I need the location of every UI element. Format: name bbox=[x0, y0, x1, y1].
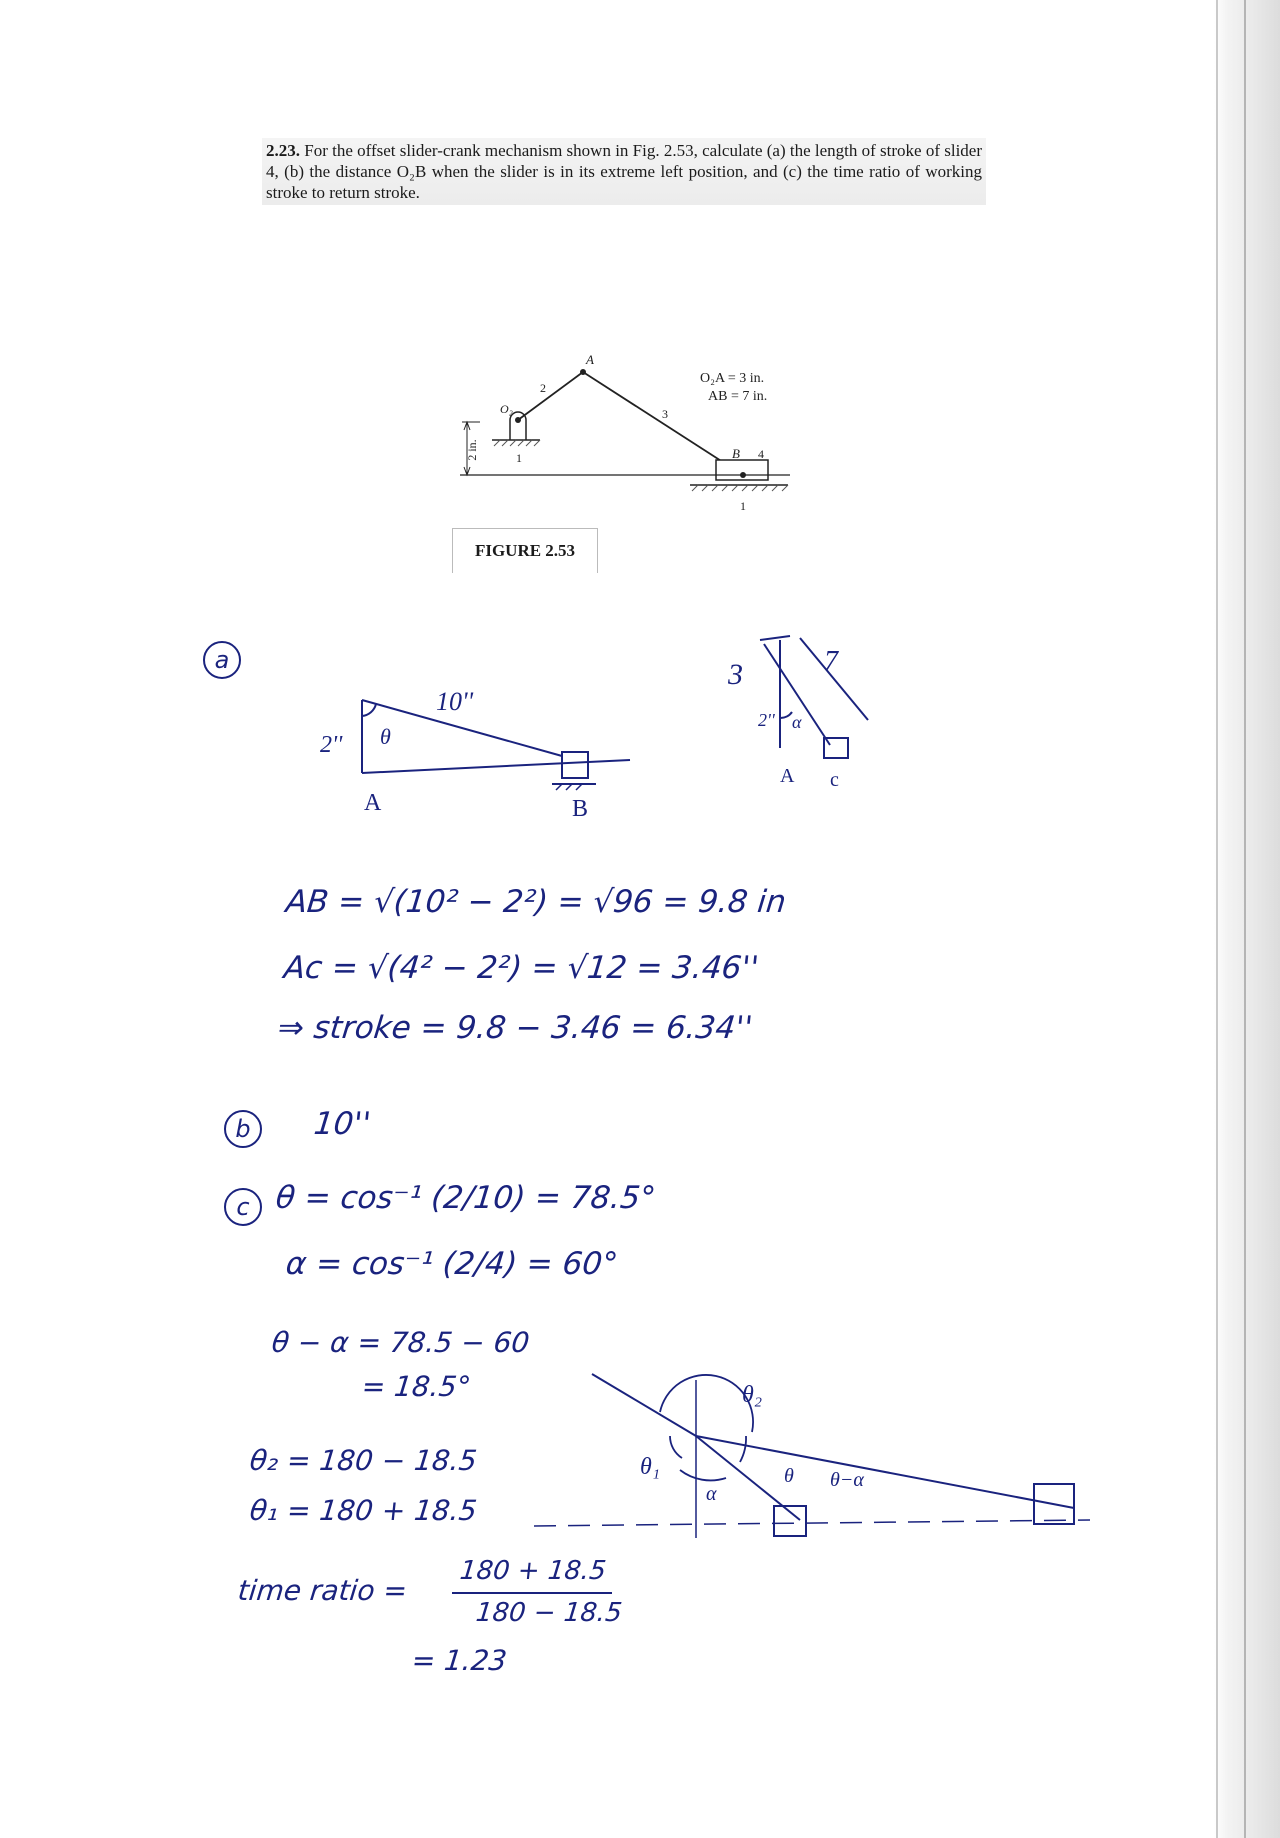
sketch-crank-angles bbox=[530, 1360, 1100, 1540]
sketch2-length-7: 7 bbox=[824, 646, 838, 677]
given-ab: AB = 7 in. bbox=[708, 389, 768, 404]
sketch1-theta: θ bbox=[380, 724, 391, 749]
sketch2-point-a: A bbox=[780, 765, 795, 787]
sketch3-alpha: α bbox=[706, 1483, 717, 1505]
paper-edge-line bbox=[1216, 0, 1218, 1838]
sketch3-theta: θ bbox=[784, 1465, 794, 1487]
equation-theta-minus-alpha: θ − α = 78.5 − 60 bbox=[270, 1326, 532, 1359]
part-c-marker: c bbox=[224, 1188, 262, 1226]
label-link-2: 2 bbox=[540, 381, 546, 395]
offset-label: 2 in. bbox=[465, 439, 479, 461]
equation-theta: θ = cos⁻¹ (2/10) = 78.5° bbox=[274, 1180, 658, 1216]
paper-edge bbox=[1214, 0, 1280, 1838]
label-link-4: 4 bbox=[758, 447, 764, 461]
equation-theta1: θ₁ = 180 + 18.5 bbox=[248, 1494, 479, 1527]
time-ratio-denominator: 180 − 18.5 bbox=[474, 1598, 624, 1628]
label-link-3: 3 bbox=[662, 407, 668, 421]
sketch3-diff: θ−α bbox=[830, 1469, 864, 1491]
label-a: A bbox=[586, 352, 594, 367]
sketch1-point-a: A bbox=[364, 790, 382, 816]
label-ground-1a: 1 bbox=[516, 451, 522, 465]
sketch2-point-c: c bbox=[830, 769, 839, 791]
sketch-offset-triangle bbox=[300, 680, 660, 820]
equation-alpha: α = cos⁻¹ (2/4) = 60° bbox=[284, 1246, 620, 1282]
paper-edge-line-2 bbox=[1244, 0, 1246, 1838]
sketch1-length: 10'' bbox=[436, 687, 474, 716]
figure-caption: FIGURE 2.53 bbox=[452, 528, 598, 573]
equation-theta2: θ₂ = 180 − 18.5 bbox=[248, 1444, 479, 1477]
equation-stroke: ⇒ stroke = 9.8 − 3.46 = 6.34'' bbox=[276, 1010, 755, 1046]
given-o2a: O₂A = 3 in. bbox=[700, 371, 765, 386]
problem-statement bbox=[262, 138, 986, 205]
equation-difference: = 18.5° bbox=[360, 1370, 473, 1403]
problem-text: For the offset slider-crank mechanism shown in Fig. 2.53, calculate (a) the length of stroke of slider 4, (b) the distance O₂B when the slider is in its extreme left position, and (c) the time ratio of working stroke to return stroke. bbox=[266, 141, 983, 202]
label-o2: O₂ bbox=[500, 402, 513, 416]
sketch2-offset: 2'' bbox=[758, 710, 775, 730]
sketch1-point-b: B bbox=[572, 796, 589, 820]
part-b-marker: b bbox=[224, 1110, 262, 1148]
sketch3-theta1: θ₁ bbox=[640, 1454, 661, 1480]
label-b: B bbox=[732, 446, 740, 461]
sketch1-offset: 2'' bbox=[320, 732, 343, 758]
label-ground-1b: 1 bbox=[740, 499, 746, 513]
crank-link bbox=[518, 372, 583, 420]
sketch3-theta2: θ₂ bbox=[742, 1382, 763, 1408]
answer-b: 10'' bbox=[312, 1106, 373, 1142]
time-ratio-result: = 1.23 bbox=[410, 1644, 509, 1677]
time-ratio-label: time ratio = bbox=[236, 1574, 409, 1607]
sketch2-length-3: 3 bbox=[728, 658, 743, 691]
sketch-short-triangle bbox=[700, 600, 900, 800]
sketch2-alpha: α bbox=[792, 712, 802, 732]
problem-number: 2.23. bbox=[266, 141, 300, 160]
equation-ab: AB = √(10² − 2²) = √96 = 9.8 in bbox=[284, 884, 788, 920]
time-ratio-numerator: 180 + 18.5 bbox=[458, 1556, 608, 1586]
fraction-bar bbox=[452, 1592, 612, 1594]
part-a-marker: a bbox=[203, 641, 241, 679]
equation-ac: Ac = √(4² − 2²) = √12 = 3.46'' bbox=[282, 950, 761, 986]
figure-2-53 bbox=[440, 350, 820, 530]
